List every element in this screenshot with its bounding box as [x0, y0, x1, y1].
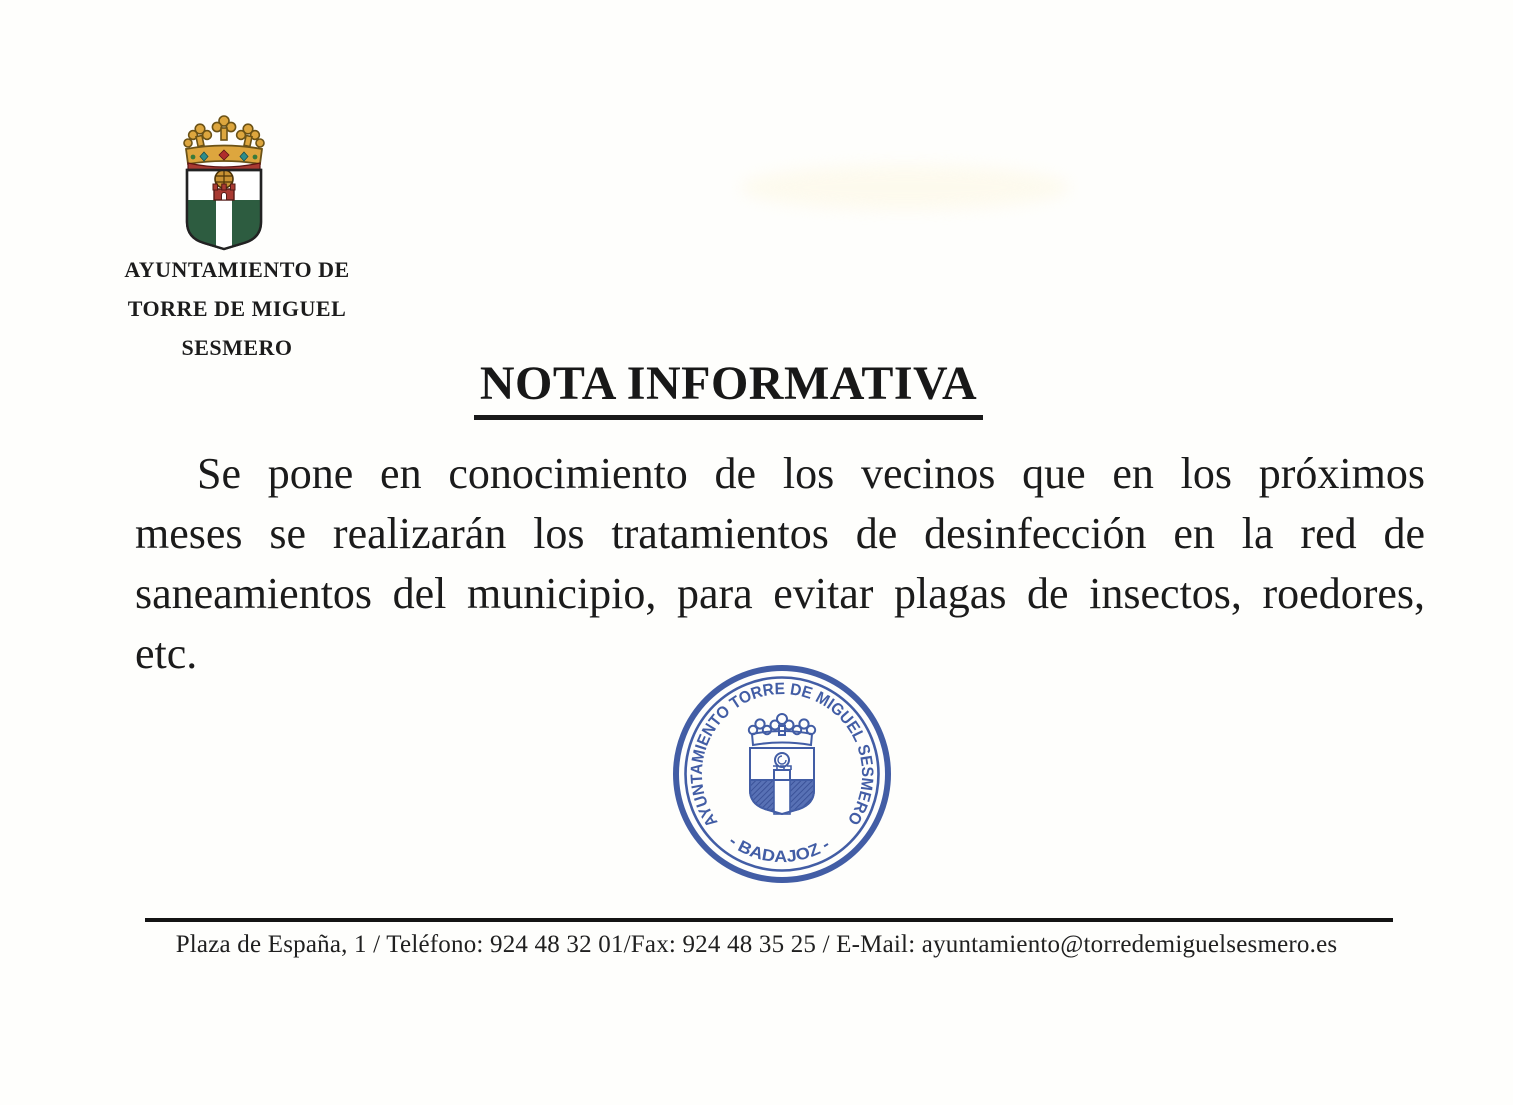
org-name-line-1: AYUNTAMIENTO DE	[124, 257, 350, 282]
note-title: NOTA INFORMATIVA	[474, 356, 983, 420]
municipal-coat-of-arms-icon	[163, 112, 285, 260]
stamp-arc-text-top: AYUNTAMIENTO TORRE DE MIGUEL SESMERO	[687, 679, 877, 831]
title-wrap	[0, 356, 1513, 420]
shield-icon	[185, 170, 263, 252]
footer-contact: Plaza de España, 1 / Teléfono: 924 48 32 01/Fax: 924 48 35 25 / E-Mail: ayuntamiento@torredemiguelsesmero.es	[175, 931, 1338, 958]
official-round-stamp	[670, 662, 894, 886]
org-name	[103, 250, 371, 367]
stamp-crest-icon	[748, 714, 816, 816]
body-paragraph	[135, 444, 1425, 684]
body-line-2: meses se realizarán los tratamientos de desinfección en la red de	[135, 509, 1425, 558]
body-line-1: Se pone en conocimiento de los vecinos que en los próximos	[197, 449, 1425, 498]
org-name-line-2: TORRE DE MIGUEL	[127, 296, 347, 321]
body-line-3: saneamientos del municipio, para evitar plagas de insectos, roedores,	[135, 569, 1425, 618]
crown-icon	[184, 116, 264, 175]
scan-artifact	[740, 165, 1070, 210]
body-line-4: etc.	[135, 629, 198, 678]
stamp-arc-text-bottom: - BADAJOZ -	[725, 831, 833, 867]
footer-divider	[145, 918, 1393, 922]
org-name-line-3: SESMERO	[181, 335, 293, 360]
